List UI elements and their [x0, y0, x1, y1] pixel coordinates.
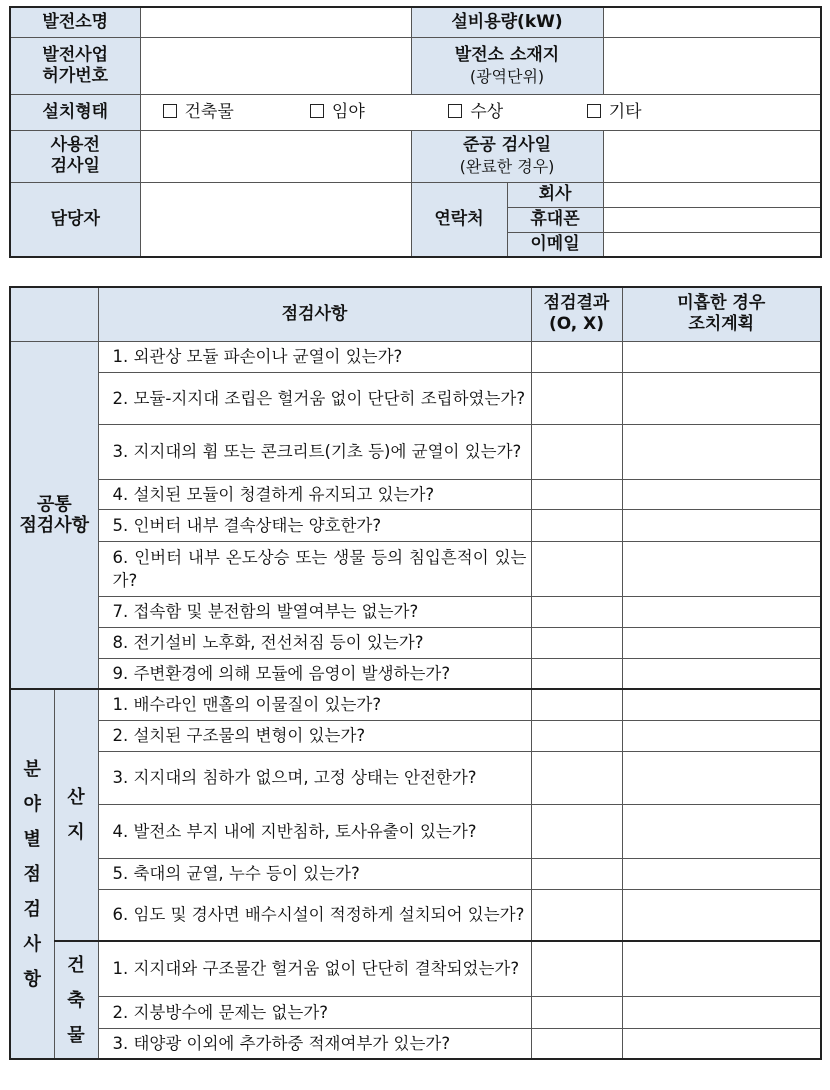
contact-email-field[interactable]	[603, 232, 821, 257]
plan-cell[interactable]	[622, 996, 821, 1028]
result-cell[interactable]	[531, 751, 622, 804]
common-checks-label: 공통 점검사항	[10, 341, 98, 689]
plan-cell[interactable]	[622, 479, 821, 509]
permit-label-line1: 발전사업	[42, 44, 109, 65]
plant-name-label: 발전소명	[10, 7, 140, 37]
contact-company-label: 회사	[507, 182, 603, 207]
header-corner	[10, 287, 98, 341]
plant-info-table	[9, 6, 822, 258]
manager-label: 담당자	[10, 182, 140, 257]
result-cell[interactable]	[531, 372, 622, 424]
contact-mobile-label: 휴대폰	[507, 207, 603, 232]
plant-name-field[interactable]	[140, 7, 411, 37]
completion-inspection-field[interactable]	[603, 130, 821, 182]
header-result-line1: 점검결과	[543, 293, 610, 314]
location-label	[411, 37, 603, 94]
result-cell[interactable]	[531, 541, 622, 596]
check-item: 6. 임도 및 경사면 배수시설이 적정하게 설치되어 있는가?	[98, 889, 531, 941]
contact-label: 연락처	[411, 182, 507, 257]
check-item: 1. 배수라인 맨홀의 이물질이 있는가?	[98, 689, 531, 720]
capacity-field[interactable]	[603, 7, 821, 37]
check-item: 4. 발전소 부지 내에 지반침하, 토사유출이 있는가?	[98, 804, 531, 858]
install-option-water[interactable]: 수상	[448, 102, 581, 123]
check-item: 7. 접속함 및 분전함의 발열여부는 없는가?	[98, 596, 531, 627]
check-item: 4. 설치된 모듈이 청결하게 유지되고 있는가?	[98, 479, 531, 509]
plan-cell[interactable]	[622, 941, 821, 996]
result-cell[interactable]	[531, 689, 622, 720]
permit-number-field[interactable]	[140, 37, 411, 94]
completion-inspection-label	[411, 130, 603, 182]
checkbox-icon[interactable]	[448, 104, 462, 118]
contact-email-label: 이메일	[507, 232, 603, 257]
result-cell[interactable]	[531, 858, 622, 889]
plan-cell[interactable]	[622, 372, 821, 424]
plan-cell[interactable]	[622, 627, 821, 658]
plan-cell[interactable]	[622, 804, 821, 858]
plan-cell[interactable]	[622, 858, 821, 889]
result-cell[interactable]	[531, 720, 622, 751]
plan-cell[interactable]	[622, 541, 821, 596]
location-field[interactable]	[603, 37, 821, 94]
field-checks-label: 분 야 별 점 검 사 항	[10, 689, 54, 1059]
check-item: 5. 인버터 내부 결속상태는 양호한가?	[98, 509, 531, 541]
mountain-label: 산 지	[54, 689, 98, 941]
plan-cell[interactable]	[622, 1028, 821, 1059]
contact-mobile-field[interactable]	[603, 207, 821, 232]
plan-cell[interactable]	[622, 751, 821, 804]
pre-inspection-line1: 사용전	[50, 135, 100, 155]
check-item: 5. 축대의 균열, 누수 등이 있는가?	[98, 858, 531, 889]
result-cell[interactable]	[531, 996, 622, 1028]
building-label: 건 축 물	[54, 941, 98, 1059]
location-label-line2: (광역단위)	[469, 66, 545, 86]
check-item: 8. 전기설비 노후화, 전선처짐 등이 있는가?	[98, 627, 531, 658]
result-cell[interactable]	[531, 804, 622, 858]
result-cell[interactable]	[531, 627, 622, 658]
capacity-label: 설비용량(kW)	[411, 7, 603, 37]
pre-inspection-field[interactable]	[140, 130, 411, 182]
result-cell[interactable]	[531, 509, 622, 541]
check-item: 6. 인버터 내부 온도상승 또는 생물 등의 침입흔적이 있는가?	[98, 541, 531, 596]
pre-inspection-line2: 검사일	[50, 156, 100, 176]
checkbox-icon[interactable]	[310, 104, 324, 118]
result-cell[interactable]	[531, 424, 622, 479]
plan-cell[interactable]	[622, 341, 821, 372]
plan-cell[interactable]	[622, 658, 821, 689]
checkbox-icon[interactable]	[587, 104, 601, 118]
header-plan	[622, 287, 821, 341]
header-plan-line1: 미흡한 경우	[677, 293, 766, 314]
check-item: 3. 태양광 이외에 추가하중 적재여부가 있는가?	[98, 1028, 531, 1059]
permit-number-label	[10, 37, 140, 94]
location-label-line1: 발전소 소재지	[454, 44, 560, 65]
header-result-line2: (O, X)	[548, 314, 605, 335]
manager-field[interactable]	[140, 182, 411, 257]
check-item: 2. 모듈-지지대 조립은 헐거움 없이 단단히 조립하였는가?	[98, 372, 531, 424]
check-item: 9. 주변환경에 의해 모듈에 음영이 발생하는가?	[98, 658, 531, 689]
inspection-checklist-table	[9, 286, 822, 1060]
check-item: 3. 지지대의 침하가 없으며, 고정 상태는 안전한가?	[98, 751, 531, 804]
result-cell[interactable]	[531, 889, 622, 941]
result-cell[interactable]	[531, 658, 622, 689]
checkbox-icon[interactable]	[163, 104, 177, 118]
check-item: 2. 지붕방수에 문제는 없는가?	[98, 996, 531, 1028]
result-cell[interactable]	[531, 941, 622, 996]
result-cell[interactable]	[531, 341, 622, 372]
plan-cell[interactable]	[622, 424, 821, 479]
install-option-forest[interactable]: 임야	[310, 102, 443, 123]
completion-line2: (완료한 경우)	[459, 157, 555, 176]
check-item: 3. 지지대의 휨 또는 콘크리트(기초 등)에 균열이 있는가?	[98, 424, 531, 479]
permit-label-line2: 허가번호	[42, 65, 109, 86]
install-option-other[interactable]: 기타	[587, 102, 642, 123]
check-item: 1. 외관상 모듈 파손이나 균열이 있는가?	[98, 341, 531, 372]
header-items: 점검사항	[98, 287, 531, 341]
install-type-label: 설치형태	[10, 94, 140, 130]
pre-inspection-label	[10, 130, 140, 182]
header-plan-line2: 조치계획	[688, 314, 755, 335]
plan-cell[interactable]	[622, 596, 821, 627]
plan-cell[interactable]	[622, 889, 821, 941]
result-cell[interactable]	[531, 596, 622, 627]
install-type-options	[140, 94, 821, 130]
contact-company-field[interactable]	[603, 182, 821, 207]
plan-cell[interactable]	[622, 720, 821, 751]
install-option-building[interactable]: 건축물	[163, 102, 305, 123]
header-result	[531, 287, 622, 341]
completion-line1: 준공 검사일	[462, 135, 552, 155]
result-cell[interactable]	[531, 479, 622, 509]
plan-cell[interactable]	[622, 509, 821, 541]
plan-cell[interactable]	[622, 689, 821, 720]
check-item: 1. 지지대와 구조물간 헐거움 없이 단단히 결착되었는가?	[98, 941, 531, 996]
result-cell[interactable]	[531, 1028, 622, 1059]
check-item: 2. 설치된 구조물의 변형이 있는가?	[98, 720, 531, 751]
